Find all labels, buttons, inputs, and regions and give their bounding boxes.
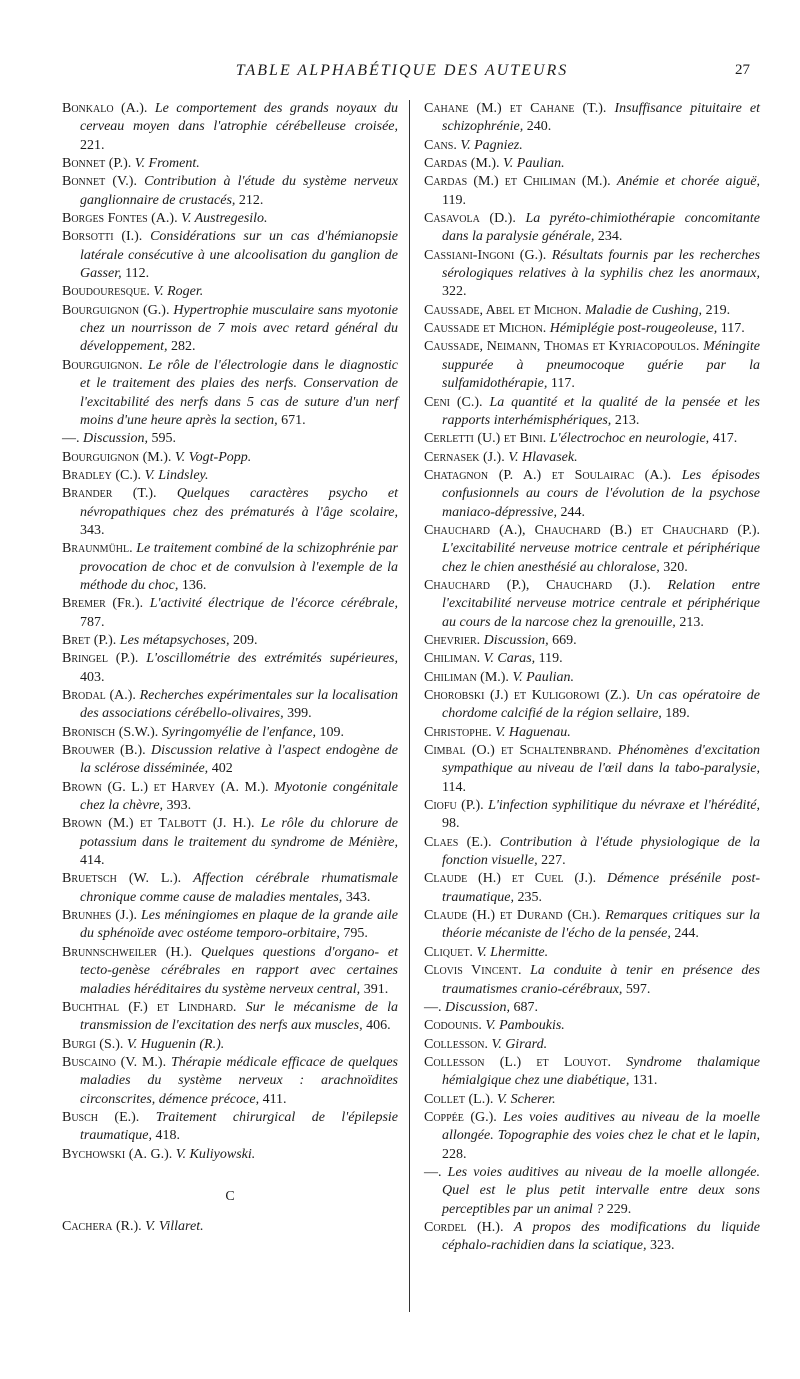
entry-author: Caussade, Neimann, Thomas et Kyriacopoulos. (424, 339, 700, 355)
entry-page-ref: 119. (442, 192, 466, 208)
entry-author: Christophe. (424, 724, 492, 740)
entry-author: Borges Fontes (A.). (62, 211, 178, 227)
entry-page-ref: 402 (211, 761, 233, 777)
index-entry (62, 155, 398, 173)
entry-title: Résultats fournis par les recherches sérologiques relatives à la syphilis chez les anormaux, (442, 247, 761, 282)
index-entry (62, 595, 398, 632)
entry-author: Cliquet. (424, 944, 473, 960)
running-title: TABLE ALPHABÉTIQUE DES AUTEURS (235, 62, 569, 79)
index-entry (62, 742, 398, 779)
index-entry (424, 650, 760, 668)
index-entry (62, 907, 398, 944)
entry-page-ref: 240. (526, 119, 552, 135)
entry-author: —. (424, 1164, 442, 1180)
entry-title: Myotonie congénitale chez la chèvre, (80, 779, 399, 814)
entry-page-ref: 117. (550, 376, 575, 392)
index-entry (424, 320, 760, 338)
entry-page-ref: 323. (650, 1238, 675, 1254)
index-entry (62, 283, 398, 301)
index-entry (424, 449, 760, 467)
index-entry (424, 155, 760, 173)
index-entry (424, 724, 760, 742)
entry-page-ref: 131. (632, 1073, 658, 1089)
entry-author: Bronisch (S.W.). (62, 724, 159, 740)
index-entry (424, 430, 760, 448)
entry-page-ref: 597. (625, 981, 651, 997)
index-entry (62, 632, 398, 650)
index-entry (424, 394, 760, 431)
entry-author: Bonnet (V.). (62, 174, 137, 190)
entry-title: Discussion, (445, 999, 510, 1015)
entry-author: Bradley (C.). (62, 467, 142, 483)
index-entry (424, 1036, 760, 1054)
entry-page-ref: 418. (155, 1128, 180, 1144)
entry-author: Bringel (P.). (62, 651, 139, 667)
entry-author: Claude (H.) et Cuel (J.). (424, 871, 597, 887)
entry-page-ref: 234. (597, 229, 623, 245)
index-entry (424, 467, 760, 522)
entry-title: Les voies auditives au niveau de la moelle allongée. Quel est le plus petit intervalle entre deux sons perceptibles par un animal ? (442, 1164, 760, 1217)
index-entry (424, 173, 760, 210)
index-entry (424, 944, 760, 962)
left-column (62, 100, 398, 1237)
index-entry (62, 173, 398, 210)
index-entry (424, 907, 760, 944)
entry-author: Buchthal (F.) et Lindhard. (62, 999, 237, 1015)
entry-title: Le rôle du chlorure de potassium dans le traitement du syndrome de Ménière, (80, 816, 398, 850)
entry-title: V. Pagniez. (460, 137, 523, 153)
entry-author: Ceni (C.). (424, 394, 483, 410)
entry-author: Cachera (R.). (62, 1219, 142, 1235)
index-entry (62, 999, 398, 1036)
entry-page-ref: 228. (442, 1146, 467, 1162)
entry-author: Bonkalo (A.). (62, 101, 148, 116)
entry-page-ref: 219. (705, 302, 731, 318)
entry-page-ref: 109. (319, 724, 344, 740)
entry-author: Clovis Vincent. (424, 963, 522, 979)
entry-author: Cassiani-Ingoni (G.). (424, 247, 547, 263)
entry-author: Braunmühl. (62, 541, 133, 557)
entry-page-ref: 687. (513, 999, 538, 1015)
index-entry (424, 797, 760, 834)
entry-author: Bourguignon. (62, 357, 143, 373)
index-entry (62, 449, 398, 467)
index-entry (424, 577, 760, 632)
entry-author: Chatagnon (P. A.) et Soulairac (A.). (424, 467, 672, 483)
index-entry (424, 247, 760, 302)
entry-page-ref: 114. (442, 779, 466, 795)
entry-title: Considérations sur un cas d'hémianopsie latérale consécutive à une alcoolisation du ganglion de Gasser, (80, 229, 399, 282)
entry-author: Brunnschweiler (H.). (62, 944, 193, 960)
entry-title: L'oscillométrie des extrémités supérieures, (146, 651, 398, 667)
entry-title: V. Huguenin (R.). (126, 1036, 225, 1052)
page-number: 27 (735, 62, 750, 78)
entry-author: Bourguignon (M.). (62, 449, 172, 465)
entry-page-ref: 282. (170, 339, 196, 355)
entry-author: Cernasek (J.). (424, 449, 505, 465)
index-entry (62, 870, 398, 907)
entry-title: Traitement chirurgical de l'épilepsie traumatique, (80, 1109, 398, 1144)
entry-page-ref: 411. (262, 1091, 287, 1107)
entry-title: La conduite à tenir en présence des traumatismes cranio-cérébraux, (442, 963, 760, 997)
entry-title: Démence présénile post-traumatique, (442, 871, 760, 905)
entry-title: Quelques caractères psycho et névropathiques chez des prématurés à l'âge scolaire, (80, 486, 398, 520)
entry-author: Cans. (424, 137, 457, 153)
entry-title: La quantité et la qualité de la pensée et les rapports interhémisphériques, (442, 394, 760, 428)
index-entry (62, 1109, 398, 1146)
entry-title: L'électrochoc en neurologie, (549, 431, 710, 447)
entry-page-ref: 343. (345, 889, 371, 905)
entry-page-ref: 406. (366, 1018, 391, 1034)
entry-page-ref: 189. (665, 706, 690, 722)
index-entry (424, 1017, 760, 1035)
entry-author: Chiliman. (424, 651, 481, 667)
entry-author: Chorobski (J.) et Kuligorowi (Z.). (424, 688, 631, 703)
entry-title: Les épisodes confusionnels au cours de l'évolution de la psychose maniaco-dépressive, (442, 467, 761, 520)
entry-title: Recherches expérimentales sur la localisation des associations cérébello-olivaires, (80, 688, 399, 722)
entry-author: Claes (E.). (424, 834, 492, 850)
index-entry (62, 1036, 398, 1054)
index-entry (62, 430, 398, 448)
entry-title: V. Villaret. (145, 1219, 204, 1235)
right-column (424, 100, 760, 1256)
entry-page-ref: 399. (287, 706, 312, 722)
entry-author: Caussade, Abel et Michon. (424, 302, 582, 318)
entry-page-ref: 393. (166, 798, 192, 814)
entry-page-ref: 795. (343, 926, 368, 942)
entry-page-ref: 414. (80, 853, 105, 869)
entry-page-ref: 595. (151, 431, 176, 447)
entry-author: Bremer (Fr.). (62, 596, 144, 612)
entry-title: Un cas opératoire de chordome calcifié de la région sellaire, (442, 688, 760, 722)
entry-author: Brander (T.). (62, 486, 157, 502)
index-entry (62, 1054, 398, 1109)
entry-title: Phénomènes d'excitation sympathique au niveau de l'œil dans la tabo-paralysie, (442, 743, 761, 777)
entry-page-ref: 244. (674, 926, 699, 942)
entry-title: L'infection syphilitique du névraxe et l'hérédité, (488, 798, 761, 814)
entry-page-ref: 213. (679, 614, 704, 630)
entry-page-ref: 391. (363, 981, 389, 997)
entry-page-ref: 244. (560, 504, 585, 520)
entry-author: Borsotti (I.). (62, 229, 143, 245)
entry-page-ref: 669. (552, 632, 577, 648)
entry-page-ref: 209. (232, 632, 258, 648)
entry-title: Affection cérébrale rhumatismale chronique comme cause de maladies mentales, (80, 871, 398, 905)
entry-title: Thérapie médicale efficace de quelques maladies du système nerveux : arachnoïdites circonscrites, démence précoce, (80, 1054, 399, 1107)
entry-title: V. Scherer. (496, 1091, 556, 1107)
entry-title: L'excitabilité nerveuse motrice centrale et périphérique chez le chien anesthésié au chloralose, (442, 541, 760, 575)
entry-title: Contribution à l'étude physiologique de la fonction visuelle, (442, 834, 761, 869)
entry-title: Discussion relative à l'aspect endogène de la sclérose disséminée, (80, 743, 398, 777)
entry-author: Bychowski (A. G.). (62, 1146, 173, 1162)
entry-author: Coppée (G.). (424, 1109, 497, 1125)
entry-page-ref: 136. (181, 577, 207, 593)
index-entry (62, 1146, 398, 1164)
index-entry (62, 815, 398, 870)
entry-author: Chevrier. (424, 632, 481, 648)
entry-title: Les métapsychoses, (119, 632, 230, 648)
entry-title: Sur le mécanisme de la transmission de l'excitation des nerfs aux muscles, (80, 999, 399, 1034)
entry-title: V. Girard. (491, 1036, 548, 1052)
entry-page-ref: 417. (712, 431, 738, 447)
entry-author: Cardas (M.) et Chiliman (M.). (424, 174, 611, 190)
entry-title: V. Paulian. (503, 156, 565, 172)
entry-title: Discussion, (483, 632, 549, 648)
entry-author: Cardas (M.). (424, 156, 500, 172)
entry-author: Bret (P.). (62, 632, 117, 648)
entry-title: V. Froment. (134, 156, 200, 172)
entry-author: Bourguignon (G.). (62, 302, 170, 318)
entry-author: Bonnet (P.). (62, 156, 132, 172)
index-entry (62, 357, 398, 430)
entry-title: V. Pamboukis. (485, 1018, 565, 1034)
entry-title: Syringomyélie de l'enfance, (161, 724, 316, 740)
entry-author: Brown (G. L.) et Harvey (A. M.). (62, 779, 269, 795)
entry-page-ref: 98. (442, 816, 460, 832)
entry-author: Buscaino (V. M.). (62, 1054, 167, 1070)
index-entry (424, 522, 760, 577)
index-entry (62, 210, 398, 228)
index-entry (62, 724, 398, 742)
entry-title: Insuffisance pituitaire et schizophrénie, (442, 101, 760, 135)
index-entry (424, 669, 760, 687)
entry-page-ref: 787. (80, 614, 105, 630)
entry-title: Maladie de Cushing, (585, 302, 703, 318)
index-entry (62, 687, 398, 724)
entry-page-ref: 221. (80, 137, 105, 153)
entry-page-ref: 117. (720, 321, 745, 337)
index-entry (424, 999, 760, 1017)
entry-author: Casavola (D.). (424, 211, 516, 227)
index-entry (424, 834, 760, 871)
index-entry (424, 100, 760, 137)
entry-author: Collesson. (424, 1036, 488, 1052)
section-letter: C (225, 1188, 235, 1204)
index-entry (424, 302, 760, 320)
entry-title: V. Roger. (153, 284, 204, 300)
index-entry (424, 1219, 760, 1256)
entry-title: Syndrome thalamique hémialgique chez une diabétique, (442, 1054, 761, 1089)
entry-title: Hémiplégie post-rougeoleuse, (549, 321, 718, 337)
entry-page-ref: 229. (606, 1201, 632, 1217)
entry-author: Collesson (L.) et Louyot. (424, 1054, 611, 1070)
running-head (62, 62, 750, 84)
column-divider (409, 100, 410, 1312)
entry-page-ref: 119. (538, 651, 563, 667)
entry-title: V. Lhermitte. (476, 944, 549, 960)
entry-author: Bruetsch (W. L.). (62, 871, 182, 887)
entry-author: Ciofu (P.). (424, 798, 484, 814)
entry-author: Brodal (A.). (62, 688, 136, 703)
entry-author: Collet (L.). (424, 1091, 494, 1107)
entry-title: Les voies auditives au niveau de la moelle allongée. Topographie des voies chez le chat et le lapin, (442, 1109, 760, 1144)
index-entry (62, 944, 398, 999)
entry-author: Busch (E.). (62, 1109, 140, 1125)
entry-author: Cordel (H.). (424, 1219, 504, 1235)
entry-author: Chauchard (A.), Chauchard (B.) et Chauchard (P.). (424, 522, 760, 538)
entry-title: Quelques questions d'organo- et tecto-genèse cérébrales en rapport avec certaines maladies héréditaires du système nerveux central, (80, 944, 398, 997)
entry-title: V. Caras, (483, 651, 536, 667)
entry-title: V. Hlavasek. (508, 449, 578, 465)
index-entry (424, 962, 760, 999)
index-entry (62, 228, 398, 283)
index-entry (62, 779, 398, 816)
index-entry (424, 137, 760, 155)
entry-author: Chauchard (P.), Chauchard (J.). (424, 577, 651, 593)
index-entry (424, 742, 760, 797)
entry-author: Codounis. (424, 1018, 482, 1034)
entry-title: Contribution à l'étude du système nerveux ganglionnaire de crustacés, (80, 174, 399, 208)
entry-author: Chiliman (M.). (424, 669, 509, 685)
entry-title: Le rôle de l'électrologie dans le diagnostic et le traitement des plaies des nerfs. Conservation de l'excitabilité des nerfs dans 5 cas de suture d'un nerf moins d'une heure après la section, (80, 357, 399, 428)
entry-author: Cimbal (O.) et Schaltenbrand. (424, 743, 612, 759)
entry-title: V. Vogt-Popp. (174, 449, 252, 465)
entry-author: —. (62, 431, 80, 447)
entry-title: Méningite suppurée à pneumocoque guérie par la sulfamidothérapie, (442, 339, 760, 392)
index-entry (424, 687, 760, 724)
entry-title: V. Haguenau. (495, 724, 571, 740)
index-entry (424, 870, 760, 907)
index-entry (424, 632, 760, 650)
entry-page-ref: 112. (125, 266, 150, 282)
entry-page-ref: 322. (442, 284, 467, 300)
entry-title: Discussion, (83, 431, 148, 447)
entry-page-ref: 227. (541, 853, 566, 869)
entry-page-ref: 343. (80, 522, 105, 538)
entry-title: Anémie et chorée aiguë, (616, 174, 760, 190)
entry-title: L'activité électrique de l'écorce cérébrale, (149, 596, 398, 612)
entry-title: A propos des modifications du liquide céphalo-rachidien dans la sciatique, (442, 1219, 760, 1254)
entry-title: V. Austregesilo. (181, 211, 268, 227)
index-entry (62, 302, 398, 357)
entry-title: Le comportement des grands noyaux du cerveau moyen dans l'atrophie cérébelleuse croisée, (80, 101, 399, 135)
entry-page-ref: 320. (663, 559, 688, 575)
entry-author: Burgi (S.). (62, 1036, 124, 1052)
entry-author: Boudouresque. (62, 284, 150, 300)
entry-page-ref: 403. (80, 669, 105, 685)
entry-title: V. Paulian. (512, 669, 575, 685)
entry-title: La pyréto-chimiothérapie concomitante dans la paralysie générale, (442, 211, 760, 245)
entry-title: Relation entre l'excitabilité nerveuse motrice centrale et périphérique au cours de la narcose chez la grenouille, (442, 577, 760, 630)
entry-author: Brunhes (J.). (62, 908, 138, 924)
index-entry (424, 210, 760, 247)
entry-author: Cahane (M.) et Cahane (T.). (424, 101, 607, 116)
entry-author: Brouwer (B.). (62, 743, 146, 759)
index-entry (62, 1218, 398, 1236)
entry-author: Cerletti (U.) et Bini. (424, 431, 547, 447)
entry-page-ref: 235. (517, 889, 542, 905)
entry-author: Brown (M.) et Talbott (J. H.). (62, 816, 255, 832)
entry-author: —. (424, 999, 442, 1015)
entry-page-ref: 212. (238, 192, 264, 208)
index-entry (424, 1109, 760, 1164)
entry-author: Caussade et Michon. (424, 321, 547, 337)
index-entry (424, 1054, 760, 1091)
index-entry (62, 467, 398, 485)
entry-title: V. Kuliyowski. (175, 1146, 256, 1162)
index-entry (62, 650, 398, 687)
entry-page-ref: 213. (614, 412, 640, 428)
index-entry (424, 338, 760, 393)
index-entry (62, 485, 398, 540)
index-entry (424, 1091, 760, 1109)
entry-title: Remarques critiques sur la théorie mécaniste de l'écho de la pensée, (442, 908, 761, 942)
index-entry (62, 100, 398, 155)
entry-title: Les méningiomes en plaque de la grande aile du sphénoïde avec ostéome temporo-orbitaire, (80, 908, 399, 942)
index-entry (62, 540, 398, 595)
index-entry (424, 1164, 760, 1219)
entry-author: Claude (H.) et Durand (Ch.). (424, 908, 601, 924)
entry-title: Le traitement combiné de la schizophrénie par provocation de choc et de convulsion à l'exemple de la méthode du choc, (80, 541, 399, 593)
entry-title: V. Lindsley. (144, 467, 209, 483)
entry-title: Hypertrophie musculaire sans myotonie chez un nourrisson de 7 mois avec retard général du développement, (80, 302, 399, 355)
entry-page-ref: 671. (281, 412, 306, 428)
